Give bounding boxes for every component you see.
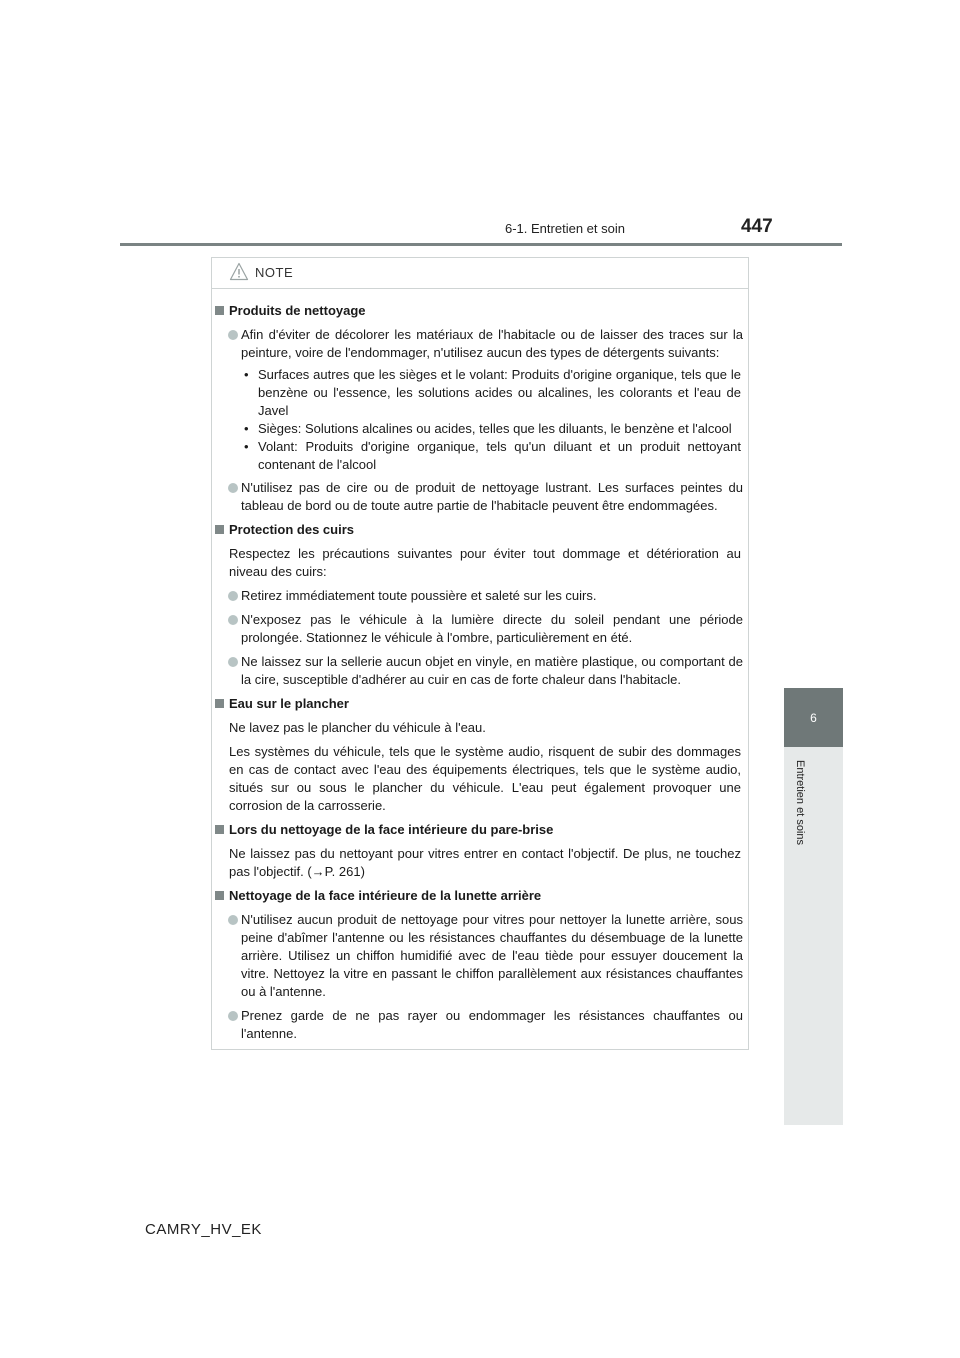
square-bullet-icon [215, 891, 224, 900]
circle-bullet-icon [228, 657, 238, 667]
circle-bullet-icon [228, 483, 238, 493]
section-heading-text: Nettoyage de la face intérieure de la lunette arrière [229, 888, 542, 903]
dash-item-text: Surfaces autres que les sièges et le volant: Produits d'origine organique, tels que le benzène ou l'essence, les solutions acides ou alcalines, les colorants et l'eau de Javel [258, 367, 741, 418]
dot-bullet-icon: • [244, 439, 249, 454]
chapter-strip [784, 747, 843, 1125]
chapter-number: 6 [810, 711, 817, 725]
bullet-item [212, 587, 750, 605]
model-code: CAMRY_HV_EK [145, 1221, 262, 1238]
note-section [212, 887, 750, 1043]
section-heading [212, 821, 750, 839]
dash-item [212, 366, 750, 420]
section-heading-text: Protection des cuirs [229, 522, 354, 537]
note-header [212, 258, 748, 289]
section-heading [212, 521, 750, 539]
dash-item [212, 420, 750, 438]
circle-bullet-icon [228, 330, 238, 340]
bullet-item [212, 479, 750, 515]
bullet-item [212, 1007, 750, 1043]
bullet-text: Afin d'éviter de décolorer les matériaux de l'habitacle ou de laisser des traces sur la peinture, voire de l'endommager, n'utilisez aucun des types de détergents suivants: [241, 327, 743, 360]
circle-bullet-icon [228, 915, 238, 925]
header-rule [120, 243, 842, 246]
section-heading-text: Produits de nettoyage [229, 303, 366, 318]
paragraph: Les systèmes du véhicule, tels que le système audio, risquent de subir des dommages en cas de contact avec l'eau des équipements électriques, tels que le système audio, situés sur ou sous le plancher du véhicule. L'eau peut également provoquer une corrosion de la carrosserie. [229, 744, 741, 813]
note-section [212, 695, 750, 815]
section-title: 6-1. Entretien et soin [505, 221, 625, 236]
bullet-item [212, 611, 750, 647]
chapter-title: Entretien et soins [794, 760, 806, 845]
dot-bullet-icon: • [244, 367, 249, 382]
square-bullet-icon [215, 825, 224, 834]
note-section [212, 821, 750, 881]
bullet-item [212, 911, 750, 1001]
dash-item-text: Volant: Produits d'origine organique, tels qu'un diluant et un produit nettoyant contenant de l'alcool [258, 439, 741, 472]
dash-item [212, 438, 750, 474]
chapter-number-box [784, 688, 843, 747]
section-heading [212, 302, 750, 320]
page-number: 447 [741, 216, 773, 237]
note-box [211, 257, 749, 1050]
section-heading-text: Eau sur le plancher [229, 696, 349, 711]
paragraph: Respectez les précautions suivantes pour éviter tout dommage et détérioration au niveau des cuirs: [229, 546, 741, 579]
circle-bullet-icon [228, 591, 238, 601]
dot-bullet-icon: • [244, 421, 249, 436]
bullet-text: N'utilisez pas de cire ou de produit de nettoyage lustrant. Les surfaces peintes du tableau de bord ou de toute autre partie de l'habitacle peuvent être endommagées. [241, 480, 743, 513]
bullet-item [212, 653, 750, 689]
paragraph: Ne laissez pas du nettoyant pour vitres entrer en contact l'objectif. De plus, ne touchez pas l'objectif. (→P. 261) [229, 846, 741, 879]
section-heading-text: Lors du nettoyage de la face intérieure du pare-brise [229, 822, 554, 837]
circle-bullet-icon [228, 615, 238, 625]
note-title: NOTE [255, 265, 294, 280]
bullet-text: Retirez immédiatement toute poussière et saleté sur les cuirs. [241, 588, 597, 603]
bullet-text: N'exposez pas le véhicule à la lumière directe du soleil pendant une période prolongée. Stationnez le véhicule à l'ombre, particulièrement en été. [241, 612, 743, 645]
dash-item-text: Sièges: Solutions alcalines ou acides, telles que les diluants, le benzène et l'alcool [258, 421, 732, 436]
note-content [212, 302, 750, 1049]
section-heading [212, 695, 750, 713]
square-bullet-icon [215, 525, 224, 534]
warning-triangle-icon [229, 262, 249, 281]
paragraph: Ne lavez pas le plancher du véhicule à l'eau. [229, 720, 486, 735]
bullet-text: Prenez garde de ne pas rayer ou endommager les résistances chauffantes ou l'antenne. [241, 1008, 743, 1041]
square-bullet-icon [215, 306, 224, 315]
circle-bullet-icon [228, 1011, 238, 1021]
square-bullet-icon [215, 699, 224, 708]
bullet-text: Ne laissez sur la sellerie aucun objet en vinyle, en matière plastique, ou comportant de la cire, susceptible d'adhérer au cuir en cas de forte chaleur dans l'habitacle. [241, 654, 743, 687]
note-section [212, 521, 750, 689]
section-heading [212, 887, 750, 905]
dash-list [212, 366, 750, 474]
bullet-item [212, 326, 750, 362]
bullet-text: N'utilisez aucun produit de nettoyage pour vitres pour nettoyer la lunette arrière, sous peine d'abîmer l'antenne ou les résistances chauffantes du désembuage de la lunette arrière. Utilisez un chiffon humidifié avec de l'eau tiède pour essuyer doucement la vitre. Nettoyez la vitre en passant le chiffon parallèlement aux résistances chauffantes ou à l'antenne. [241, 912, 743, 999]
note-section [212, 302, 750, 515]
